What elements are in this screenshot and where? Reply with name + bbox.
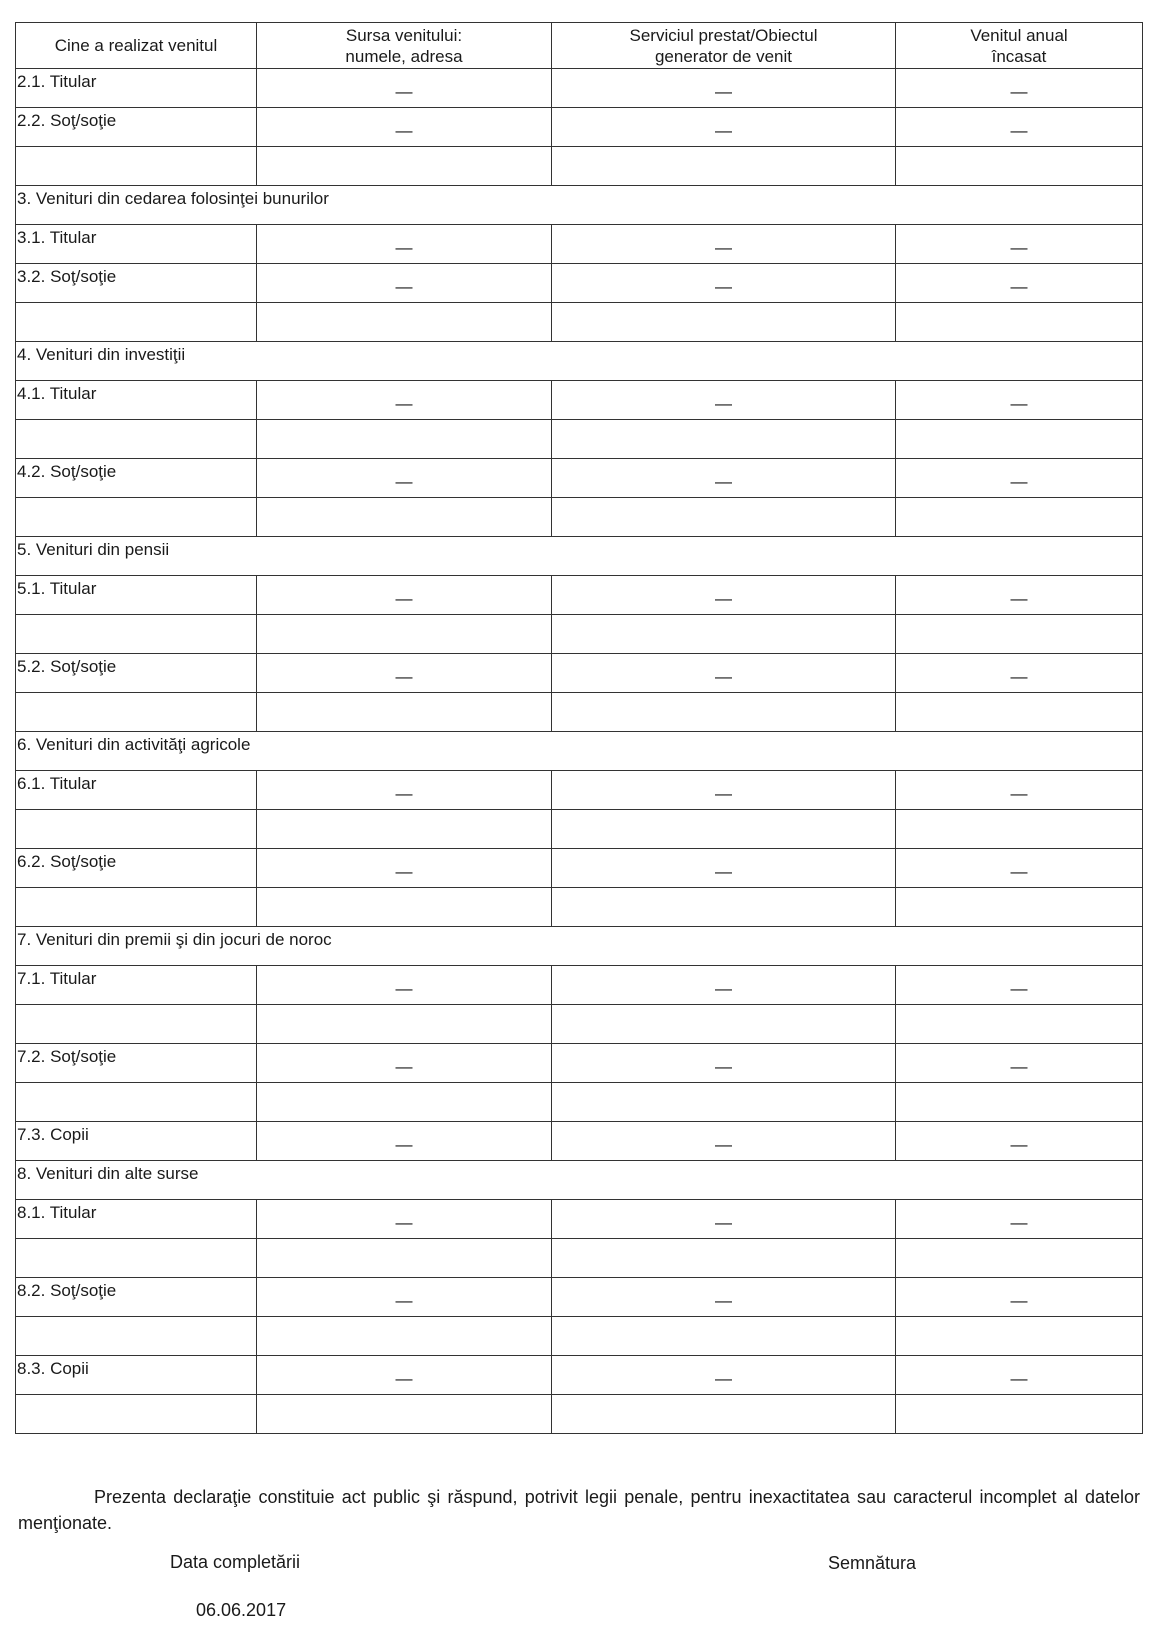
table-cell: — [896,1044,1143,1083]
blank-cell [257,810,552,849]
blank-cell [896,1317,1143,1356]
blank-cell [552,1395,896,1434]
blank-cell [896,888,1143,927]
table-cell: — [257,1356,552,1395]
blank-row [16,1395,1143,1434]
table-row [16,1200,1143,1239]
blank-cell [257,498,552,537]
table-cell: — [257,381,552,420]
table-cell: — [896,849,1143,888]
table-cell: — [896,459,1143,498]
table-row [16,1044,1143,1083]
table-cell: — [552,69,896,108]
table-cell: — [552,1278,896,1317]
table-row [16,849,1143,888]
table-cell: — [896,1200,1143,1239]
table-cell: — [257,1200,552,1239]
row-label: 7.1. Titular [16,966,257,1005]
table-cell: — [257,264,552,303]
row-label: 8.2. Soţ/soţie [16,1278,257,1317]
blank-cell [16,1005,257,1044]
table-row [16,1122,1143,1161]
section-row [16,186,1143,225]
blank-cell [896,615,1143,654]
blank-row [16,693,1143,732]
table-cell: — [896,654,1143,693]
section-title: 6. Venituri din activităţi agricole [16,732,1143,771]
blank-cell [896,498,1143,537]
blank-cell [257,147,552,186]
blank-cell [552,303,896,342]
table-cell: — [552,1044,896,1083]
blank-cell [552,1239,896,1278]
table-row [16,654,1143,693]
blank-cell [16,888,257,927]
section-row [16,342,1143,381]
table-cell: — [896,381,1143,420]
table-cell: — [552,459,896,498]
blank-cell [552,147,896,186]
blank-cell [896,810,1143,849]
section-row [16,537,1143,576]
blank-cell [16,1395,257,1434]
blank-cell [257,1005,552,1044]
table-cell: — [257,108,552,147]
table-cell: — [552,966,896,1005]
header-source: Sursa venitului: numele, adresa [257,23,552,69]
blank-cell [16,303,257,342]
blank-cell [896,1083,1143,1122]
blank-cell [896,1239,1143,1278]
row-label: 6.1. Titular [16,771,257,810]
blank-row [16,147,1143,186]
row-label: 3.1. Titular [16,225,257,264]
blank-cell [552,1317,896,1356]
blank-row [16,1005,1143,1044]
table-row [16,264,1143,303]
blank-cell [257,303,552,342]
blank-cell [257,693,552,732]
blank-cell [257,615,552,654]
row-label: 5.2. Soţ/soţie [16,654,257,693]
table-cell: — [257,654,552,693]
table-row [16,381,1143,420]
row-label: 2.2. Soţ/soţie [16,108,257,147]
blank-row [16,1083,1143,1122]
blank-cell [896,303,1143,342]
table-cell: — [896,1278,1143,1317]
row-label: 7.3. Copii [16,1122,257,1161]
table-row [16,771,1143,810]
blank-cell [896,147,1143,186]
blank-cell [552,693,896,732]
blank-cell [16,615,257,654]
blank-cell [552,615,896,654]
table-cell: — [257,459,552,498]
blank-row [16,420,1143,459]
table-cell: — [896,108,1143,147]
blank-cell [16,147,257,186]
table-cell: — [552,1200,896,1239]
blank-cell [552,498,896,537]
blank-cell [257,888,552,927]
section-title: 3. Venituri din cedarea folosinţei bunurilor [16,186,1143,225]
table-cell: — [896,576,1143,615]
row-label: 5.1. Titular [16,576,257,615]
blank-cell [16,498,257,537]
row-label: 4.1. Titular [16,381,257,420]
blank-row [16,1317,1143,1356]
table-row [16,1356,1143,1395]
section-title: 5. Venituri din pensii [16,537,1143,576]
blank-cell [552,1083,896,1122]
blank-cell [552,888,896,927]
date-label: Data completării [170,1552,301,1572]
header-who: Cine a realizat venitul [16,23,257,69]
table-row [16,69,1143,108]
blank-cell [552,810,896,849]
blank-cell [896,693,1143,732]
table-cell: — [257,849,552,888]
section-row [16,927,1143,966]
section-title: 4. Venituri din investiţii [16,342,1143,381]
section-title: 8. Venituri din alte surse [16,1161,1143,1200]
section-row [16,732,1143,771]
table-cell: — [896,1356,1143,1395]
blank-cell [16,1317,257,1356]
table-row [16,1278,1143,1317]
table-cell: — [552,225,896,264]
table-cell: — [552,381,896,420]
section-row [16,1161,1143,1200]
blank-cell [257,420,552,459]
table-cell: — [552,1356,896,1395]
section-title: 7. Venituri din premii şi din jocuri de noroc [16,927,1143,966]
blank-cell [257,1317,552,1356]
header-row [16,23,1143,69]
blank-row [16,810,1143,849]
table-cell: — [257,1044,552,1083]
date-value: 06.06.2017 [196,1600,287,1620]
blank-cell [896,420,1143,459]
table-cell: — [257,69,552,108]
row-label: 6.2. Soţ/soţie [16,849,257,888]
blank-row [16,303,1143,342]
table-cell: — [896,771,1143,810]
blank-cell [16,693,257,732]
table-cell: — [896,264,1143,303]
table-cell: — [552,108,896,147]
blank-row [16,888,1143,927]
blank-cell [16,420,257,459]
table-row [16,225,1143,264]
table-cell: — [552,1122,896,1161]
header-annual-income: Venitul anual încasat [896,23,1143,69]
blank-cell [896,1005,1143,1044]
table-cell: — [552,654,896,693]
table-cell: — [257,1122,552,1161]
table-row [16,576,1143,615]
blank-cell [552,420,896,459]
blank-cell [896,1395,1143,1434]
table-cell: — [257,1278,552,1317]
row-label: 3.2. Soţ/soţie [16,264,257,303]
table-cell: — [257,225,552,264]
table-row [16,108,1143,147]
table-cell: — [896,225,1143,264]
row-label: 8.1. Titular [16,1200,257,1239]
table-cell: — [552,771,896,810]
table-row [16,459,1143,498]
row-label: 7.2. Soţ/soţie [16,1044,257,1083]
blank-row [16,498,1143,537]
table-cell: — [552,576,896,615]
table-row [16,966,1143,1005]
header-service: Serviciul prestat/Obiectul generator de venit [552,23,896,69]
blank-cell [16,1083,257,1122]
table-cell: — [257,966,552,1005]
declaration-text: Prezenta declaraţie constituie act public şi răspund, potrivit legii penale, pentru inexactitatea sau caracterul incomplet al datelor menţionate. [18,1487,1140,1533]
table-body [16,69,1143,1434]
blank-cell [552,1005,896,1044]
table-cell: — [896,1122,1143,1161]
table-cell: — [896,966,1143,1005]
blank-row [16,615,1143,654]
row-label: 2.1. Titular [16,69,257,108]
signature-label: Semnătura [828,1553,917,1573]
blank-cell [257,1083,552,1122]
income-table [15,22,1143,1434]
row-label: 4.2. Soţ/soţie [16,459,257,498]
blank-cell [16,810,257,849]
blank-cell [16,1239,257,1278]
table-cell: — [552,264,896,303]
table-cell: — [896,69,1143,108]
blank-cell [257,1395,552,1434]
table-cell: — [257,771,552,810]
blank-row [16,1239,1143,1278]
table-cell: — [257,576,552,615]
row-label: 8.3. Copii [16,1356,257,1395]
blank-cell [257,1239,552,1278]
table-cell: — [552,849,896,888]
